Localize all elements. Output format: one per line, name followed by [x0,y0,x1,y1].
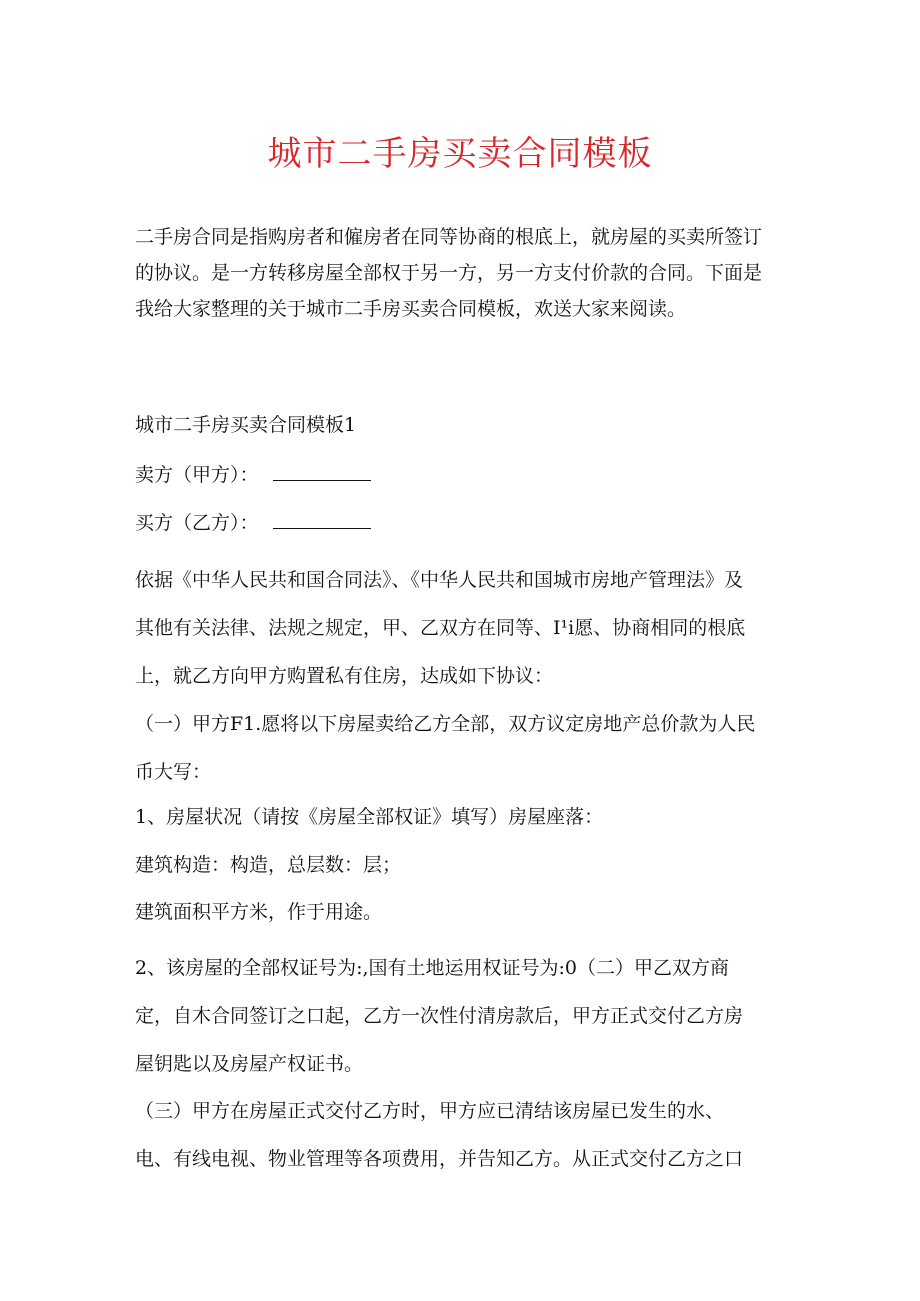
paragraph-line: 上，就乙方向甲方购置私有住房，达成如下协议： [135,665,554,687]
item-three-paragraph [135,1087,795,1183]
clause-one-paragraph [135,700,795,796]
seller-blank [273,462,371,481]
intro-line: 的协议。是一方转移房屋全部权于另一方，另一方支付价款的合同。下面是 [135,262,763,284]
item-two-paragraph [135,944,795,1088]
paragraph-line: 屋钥匙以及房屋产权证书。 [135,1053,364,1075]
paragraph-line: 定，自木合同签订之口起，乙方一次性付清房款后，甲方正式交付乙方房 [135,1005,744,1027]
paragraph-line: （三）甲方在房屋正式交付乙方时，甲方应已清结该房屋已发生的水、 [135,1100,725,1122]
paragraph-line: 电、有线电视、物业管理等各项费用，并告知乙方。从正式交付乙方之口 [135,1148,744,1170]
seller-line [135,460,795,490]
buyer-line [135,508,795,538]
intro-line: 二手房合同是指购房者和僱房者在同等协商的根底上，就房屋的买卖所签订 [135,226,763,248]
paragraph-line: 币大写： [135,761,212,783]
legal-basis-paragraph [135,556,795,700]
seller-label: 卖方（甲方）： [135,464,259,486]
buyer-label: 买方（乙方）： [135,512,259,534]
document-title: 城市二手房买卖合同模板 [267,134,653,174]
buyer-blank [273,510,371,529]
area-line: 建筑面积平方米，作于用途。 [135,901,383,923]
structure-line: 建筑构造：构造，总层数：层； [135,854,402,876]
paragraph-line: 2、该房屋的全部权证号为:,国有土地运用权证号为:0（二）甲乙双方商 [135,957,730,979]
paragraph-line: 其他有关法律、法规之规定，甲、乙双方在同等、I¹i愿、协商相同的根底 [135,617,746,639]
intro-line: 我给大家整理的关于城市二手房买卖合同模板，欢送大家来阅读。 [135,298,687,320]
item-one-line: 1、房屋状况（请按《房屋全部权证》填写）房屋座落： [135,806,604,828]
paragraph-line: 依据《中华人民共和国合同法》、《中华人民共和国城市房地产管理法》及 [135,569,744,591]
paragraph-line: （一）甲方F1.愿将以下房屋卖给乙方全部，双方议定房地产总价款为人民 [135,713,756,735]
intro-paragraph [135,219,795,327]
section-heading: 城市二手房买卖合同模板1 [135,414,357,436]
